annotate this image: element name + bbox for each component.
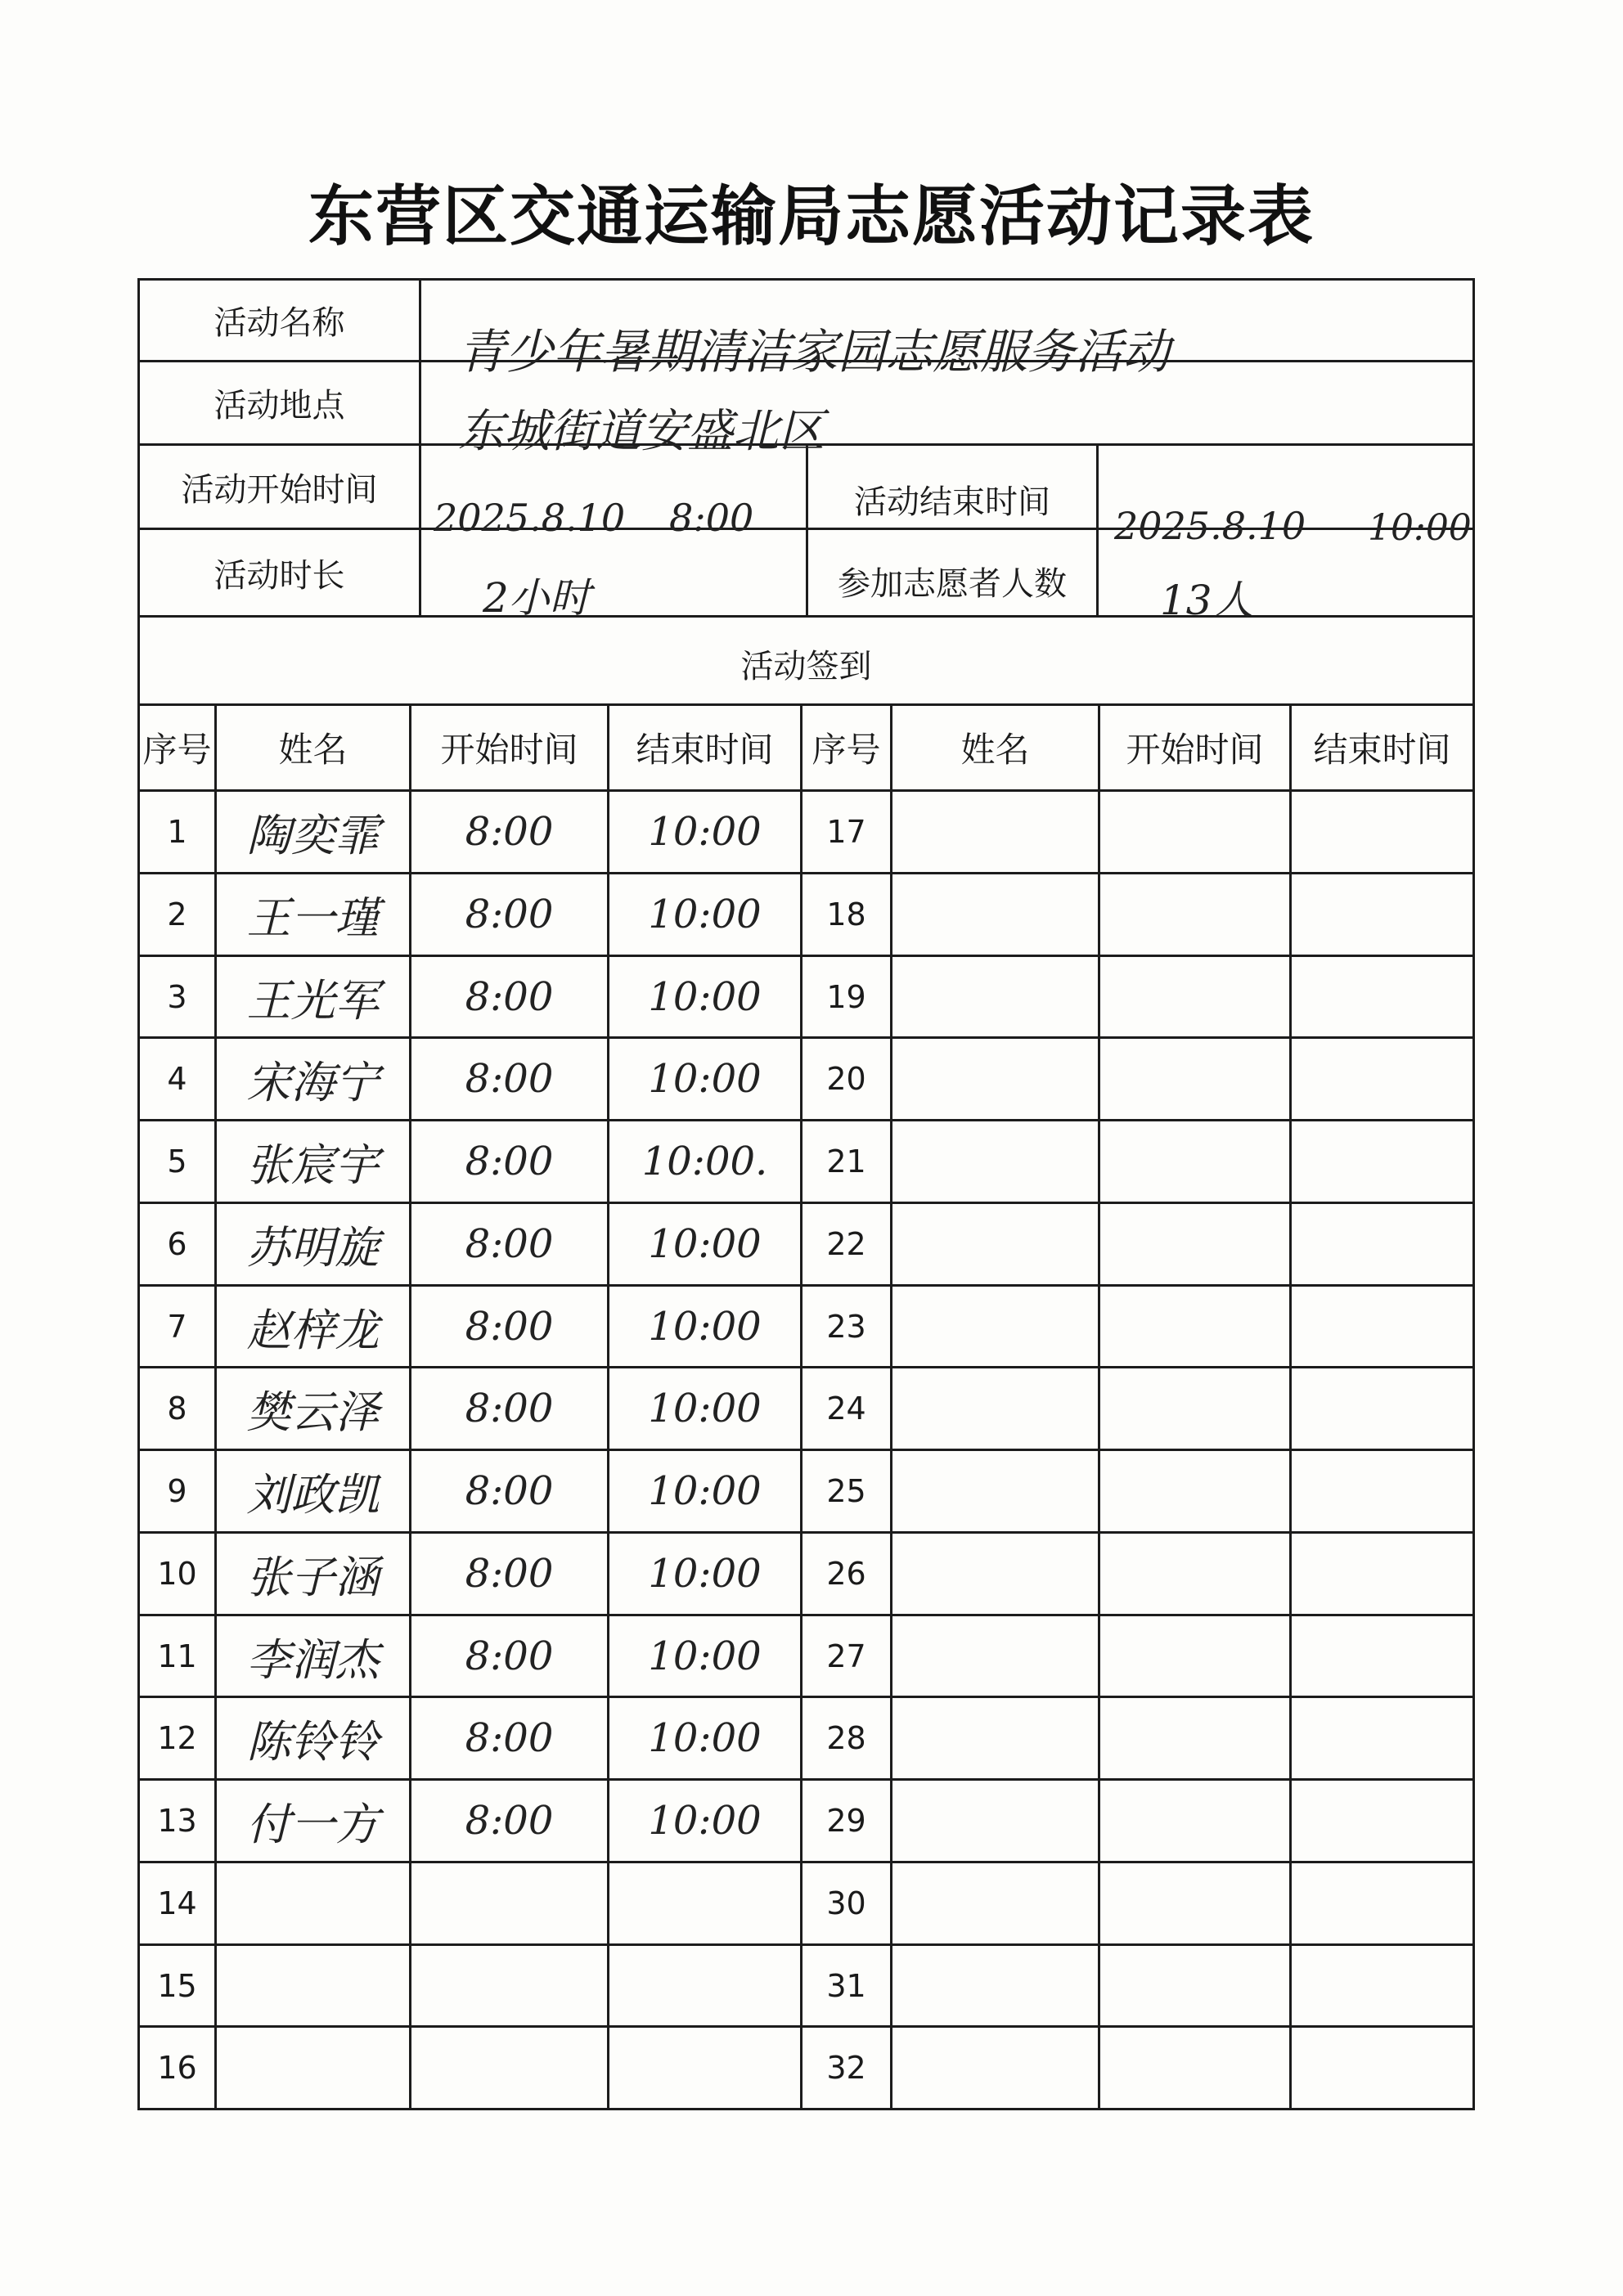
start-time: 8:00 bbox=[465, 974, 554, 1020]
duration-value: 2小时 bbox=[483, 574, 591, 622]
start-time-value: 8:00 bbox=[669, 496, 754, 540]
end-time: 10:00 bbox=[648, 1715, 762, 1761]
volunteer-name bbox=[217, 1946, 409, 2026]
row-number: 27 bbox=[826, 1638, 866, 1674]
volunteer-name: 付一方 bbox=[246, 1798, 380, 1850]
row-number: 11 bbox=[157, 1638, 197, 1674]
volunteer-name: 苏明旋 bbox=[246, 1221, 380, 1274]
row-number: 10 bbox=[157, 1556, 197, 1592]
start-time: 8:00 bbox=[465, 1633, 554, 1679]
row-number: 9 bbox=[167, 1473, 187, 1509]
start-time bbox=[411, 1863, 607, 1943]
start-time: 8:00 bbox=[465, 1386, 554, 1431]
volunteer-name: 刘政凯 bbox=[246, 1468, 380, 1521]
end-time: 10:00 bbox=[648, 1304, 762, 1350]
row-number: 26 bbox=[826, 1556, 866, 1592]
table-border bbox=[1472, 278, 1475, 2110]
row-number: 22 bbox=[826, 1226, 866, 1262]
header-start-time: 开始时间 bbox=[440, 730, 578, 770]
row-number: 12 bbox=[157, 1720, 197, 1756]
table-rule bbox=[419, 278, 421, 615]
header-end-time: 结束时间 bbox=[636, 730, 774, 770]
activity-place-value: 东城街道安盛北区 bbox=[458, 405, 825, 458]
row-number: 32 bbox=[826, 2050, 866, 2086]
row-number: 29 bbox=[826, 1803, 866, 1839]
start-time: 8:00 bbox=[465, 1221, 554, 1267]
table-rule bbox=[890, 703, 892, 2108]
row-number: 16 bbox=[157, 2050, 197, 2086]
row-number: 20 bbox=[826, 1061, 866, 1097]
row-number: 17 bbox=[826, 814, 866, 850]
start-time bbox=[411, 1946, 607, 2026]
row-number: 13 bbox=[157, 1803, 197, 1839]
table-rule bbox=[137, 615, 1475, 618]
row-number: 4 bbox=[167, 1061, 187, 1097]
volunteer-name: 张宸宇 bbox=[246, 1139, 380, 1191]
duration-label: 活动时长 bbox=[214, 556, 345, 595]
header-end-time-right: 结束时间 bbox=[1313, 730, 1451, 770]
activity-place-label: 活动地点 bbox=[214, 387, 345, 425]
volunteer-name: 宋海宁 bbox=[246, 1056, 380, 1108]
volunteer-count-label: 参加志愿者人数 bbox=[838, 564, 1067, 603]
end-time bbox=[609, 2028, 800, 2108]
row-number: 5 bbox=[167, 1144, 187, 1179]
end-time: 10:00 bbox=[648, 1551, 762, 1597]
end-time bbox=[609, 1946, 800, 2026]
activity-name-value: 青少年暑期清洁家园志愿服务活动 bbox=[458, 324, 1171, 380]
start-date-value: 2025.8.10 bbox=[434, 496, 626, 540]
header-name: 姓名 bbox=[278, 730, 348, 770]
table-rule bbox=[1096, 443, 1099, 615]
signin-section-title: 活动签到 bbox=[740, 648, 872, 685]
row-number: 24 bbox=[826, 1391, 866, 1427]
row-number: 14 bbox=[157, 1885, 197, 1921]
row-number: 18 bbox=[826, 896, 866, 932]
row-number: 3 bbox=[167, 979, 187, 1015]
end-time: 10:00 bbox=[648, 809, 762, 855]
start-time: 8:00 bbox=[465, 1139, 554, 1184]
end-time bbox=[609, 1863, 800, 1943]
end-time-label: 活动结束时间 bbox=[854, 483, 1050, 521]
table-rule bbox=[1098, 703, 1100, 2108]
header-no-right: 序号 bbox=[812, 730, 881, 770]
end-time: 10:00 bbox=[648, 1468, 762, 1514]
start-time: 8:00 bbox=[465, 892, 554, 937]
start-time: 8:00 bbox=[465, 1798, 554, 1844]
header-start-time-right: 开始时间 bbox=[1126, 730, 1264, 770]
volunteer-name: 陈铃铃 bbox=[246, 1715, 380, 1768]
row-number: 25 bbox=[826, 1473, 866, 1509]
row-number: 6 bbox=[167, 1226, 187, 1262]
volunteer-name: 陶奕霏 bbox=[246, 809, 380, 861]
end-time: 10:00 bbox=[648, 1056, 762, 1102]
end-time: 10:00 bbox=[648, 1221, 762, 1267]
end-date-value: 2025.8.10 bbox=[1114, 504, 1306, 548]
volunteer-name: 李润杰 bbox=[246, 1633, 380, 1686]
start-time: 8:00 bbox=[465, 1468, 554, 1514]
page-title: 东营区交通运输局志愿活动记录表 bbox=[308, 177, 1315, 254]
start-time bbox=[411, 2028, 607, 2108]
end-time: 10:00. bbox=[641, 1139, 768, 1184]
row-number: 7 bbox=[167, 1309, 187, 1345]
start-time: 8:00 bbox=[465, 1551, 554, 1597]
row-number: 21 bbox=[826, 1144, 866, 1179]
start-time: 8:00 bbox=[465, 1304, 554, 1350]
volunteer-name: 赵梓龙 bbox=[246, 1304, 380, 1356]
header-name-right: 姓名 bbox=[960, 730, 1030, 770]
start-time: 8:00 bbox=[465, 809, 554, 855]
volunteer-name: 樊云泽 bbox=[246, 1386, 380, 1438]
table-border bbox=[137, 2108, 1475, 2110]
row-number: 30 bbox=[826, 1885, 866, 1921]
activity-name-label: 活动名称 bbox=[214, 304, 345, 342]
volunteer-name bbox=[217, 1863, 409, 1943]
end-time: 10:00 bbox=[648, 892, 762, 937]
row-number: 23 bbox=[826, 1309, 866, 1345]
table-rule bbox=[1289, 703, 1292, 2108]
row-number: 15 bbox=[157, 1968, 197, 2004]
end-time: 10:00 bbox=[648, 1633, 762, 1679]
end-time: 10:00 bbox=[648, 1798, 762, 1844]
start-time-label: 活动开始时间 bbox=[181, 470, 378, 509]
row-number: 8 bbox=[167, 1391, 187, 1427]
row-number: 28 bbox=[826, 1720, 866, 1756]
volunteer-name: 王光军 bbox=[246, 974, 380, 1027]
row-number: 2 bbox=[167, 896, 187, 932]
header-no: 序号 bbox=[142, 730, 212, 770]
end-time-value: 10:00 bbox=[1368, 506, 1472, 549]
row-number: 19 bbox=[826, 979, 866, 1015]
start-time: 8:00 bbox=[465, 1056, 554, 1102]
volunteer-name: 王一瑾 bbox=[246, 892, 380, 944]
row-number: 31 bbox=[826, 1968, 866, 2004]
row-number: 1 bbox=[167, 814, 187, 850]
start-time: 8:00 bbox=[465, 1715, 554, 1761]
end-time: 10:00 bbox=[648, 1386, 762, 1431]
end-time: 10:00 bbox=[648, 974, 762, 1020]
volunteer-name bbox=[217, 2028, 409, 2108]
volunteer-name: 张子涵 bbox=[246, 1551, 380, 1603]
volunteer-count-value: 13人 bbox=[1160, 577, 1253, 624]
